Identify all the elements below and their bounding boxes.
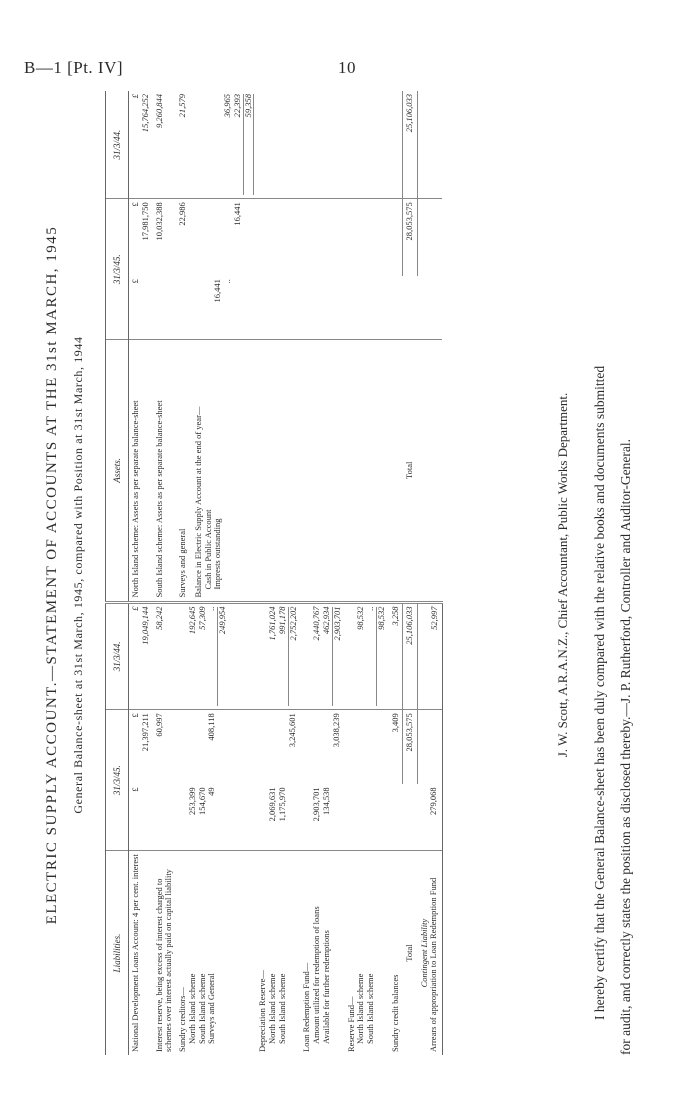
pound-sign: £ xyxy=(129,784,153,850)
loan-redemption-heading: Loan Redemption Fund— xyxy=(301,962,312,1052)
sundry-creditors-1944-item: .. xyxy=(207,607,218,707)
assets-total-1944: 25,106,033 xyxy=(403,91,418,199)
contingent-label: Arrears of appropriation to Loan Redemption Fund xyxy=(428,877,439,1052)
table-row xyxy=(300,91,344,1055)
sundry-credit-label: Sundry credit balances xyxy=(389,974,400,1052)
list-item: South Island scheme xyxy=(365,973,376,1044)
balance-1944-item: 22,393 xyxy=(233,94,244,195)
table-row xyxy=(129,91,153,1055)
table-row xyxy=(176,91,256,1055)
list-item: South Island scheme xyxy=(276,973,287,1044)
depreciation-1944-total: 2,752,202 xyxy=(287,606,298,641)
sundry-creditors-1944-item: 192,645 xyxy=(186,606,197,635)
sundry-creditors-1944-total: 249,954 xyxy=(217,606,228,635)
sundry-creditors-1945-total: 408,118 xyxy=(206,713,217,741)
liabilities-total-1945: 28,053,575 xyxy=(403,710,418,785)
statement-title: ELECTRIC SUPPLY ACCOUNT.—STATEMENT OF ACCOUNTS AT THE 31st MARCH, 1945 xyxy=(44,225,60,925)
table-row xyxy=(345,91,389,1055)
sundry-creditors-heading: Sundry creditors— xyxy=(177,987,188,1052)
loan-redemption-1944-item: 2,440,767 xyxy=(311,606,322,641)
sundry-creditors-1945-item: 253,399 xyxy=(186,787,197,815)
sundry-credit-1944: 3,258 xyxy=(389,602,403,710)
sundry-creditors-1945-item: 154,670 xyxy=(196,787,207,815)
ndla-1944: 19,049,144 xyxy=(139,606,150,645)
pound-sign: £ xyxy=(129,276,153,340)
pound-sign: £ xyxy=(130,94,140,99)
depreciation-1945-item: 1,175,970 xyxy=(276,787,287,822)
list-item: Amount utilized for redemption of loans xyxy=(311,906,322,1044)
surveys-1945: 22,986 xyxy=(177,202,188,226)
pound-sign: £ xyxy=(130,713,140,718)
depreciation-1945-item: 2,069,631 xyxy=(267,787,278,822)
north-assets-1944: 15,764,252 xyxy=(139,94,150,133)
contingent-heading: Contingent Liability xyxy=(418,918,429,988)
interest-reserve-1944: 58,242 xyxy=(153,602,177,710)
list-item: North Island scheme xyxy=(267,973,278,1044)
sundry-creditors-1945-item: 49 xyxy=(206,787,217,796)
col-liabilities-1945: 31/3/45. xyxy=(106,710,129,851)
reserve-fund-1944-item: 98,532 xyxy=(355,606,366,630)
balance-1945-item: 16,441 xyxy=(212,279,223,303)
reserve-fund-1944-total: 98,532 xyxy=(375,606,386,630)
balance-1944-item: 36,965 xyxy=(222,94,233,118)
certification-line-1: I hereby certify that the General Balance-sheet has been duly compared with the relative books and documents submitted xyxy=(592,365,607,1020)
table-row xyxy=(389,91,403,1055)
liabilities-total-label: Total xyxy=(403,944,414,962)
balance-1945-total: 16,441 xyxy=(231,202,242,226)
south-assets-label: South Island scheme: Assets as per separate balance-sheet xyxy=(153,340,177,602)
reserve-fund-heading: Reserve Fund— xyxy=(345,996,356,1052)
ndla-1945: 21,397,211 xyxy=(139,713,150,752)
sundry-creditors-1944-item: 57,309 xyxy=(196,606,207,630)
col-assets-1944: 31/3/44. xyxy=(106,91,129,199)
loan-redemption-1944-total: 2,903,701 xyxy=(331,606,342,641)
south-assets-1945: 10,032,388 xyxy=(153,202,164,241)
list-item: South Island scheme xyxy=(196,973,207,1044)
signature-line: J. W. Scott, A.R.A.N.Z., Chief Accountant, Public Works Department. xyxy=(555,392,570,758)
reserve-fund-1944-item: .. xyxy=(366,607,377,707)
col-assets: Assets. xyxy=(106,340,129,602)
page-number: 10 xyxy=(338,58,356,77)
north-assets-label: North Island scheme: Assets as per separate balance-sheet xyxy=(129,340,153,602)
liabilities-total-1944: 25,106,033 xyxy=(403,602,418,710)
depreciation-1944-item: 1,761,024 xyxy=(267,606,278,641)
rotated-statement xyxy=(40,70,670,1080)
col-liabilities-1944: 31/3/44. xyxy=(106,602,129,710)
interest-reserve-1945: 60,997 xyxy=(153,713,164,737)
pound-sign: £ xyxy=(130,606,140,611)
balance-1944-total: 59,358 xyxy=(244,94,255,195)
pound-sign: £ xyxy=(130,202,140,207)
total-row xyxy=(403,91,418,1055)
list-item: Surveys and General xyxy=(206,973,217,1044)
statement-subtitle: General Balance-sheet at 31st March, 1945, compared with Position at 31st March, 1944 xyxy=(71,336,85,814)
list-item: Cash in Public Account xyxy=(202,509,213,590)
depreciation-1945-total: 3,245,601 xyxy=(286,713,297,748)
depreciation-heading: Depreciation Reserve— xyxy=(257,970,268,1052)
sundry-credit-1945: 3,409 xyxy=(389,713,400,733)
col-liabilities: Liabilities. xyxy=(106,851,129,1055)
list-item: North Island scheme xyxy=(355,973,366,1044)
table-row xyxy=(418,91,443,1055)
contingent-1944: 52,997 xyxy=(428,606,439,630)
loan-redemption-1945-item: 2,903,701 xyxy=(311,787,322,822)
page-header-left: B—1 [Pt. IV] xyxy=(24,58,124,77)
contingent-1945: 279,068 xyxy=(428,787,439,815)
surveys-label: Surveys and general xyxy=(177,528,188,598)
north-assets-1945: 17,981,750 xyxy=(139,202,150,241)
surveys-1944: 21,579 xyxy=(177,94,188,118)
assets-total-label: Total xyxy=(403,340,418,602)
list-item: Imprests outstanding xyxy=(212,518,223,590)
balance-1945-item: .. xyxy=(222,279,233,284)
south-assets-1944: 9,260,844 xyxy=(153,91,177,199)
loan-redemption-1945-item: 134,538 xyxy=(321,787,332,815)
balance-sheet-table xyxy=(105,91,443,1055)
interest-reserve-label: Interest reserve, being excess of interest charged to schemes over interest actually paid on capital liability xyxy=(153,869,174,1052)
certification-line-2: for audit, and correctly states the position as disclosed thereby.—J. P. Rutherford, Controller and Auditor-General. xyxy=(618,439,633,1055)
assets-total-1945: 28,053,575 xyxy=(403,199,418,276)
depreciation-1944-item: 991,178 xyxy=(278,607,289,707)
list-item: North Island scheme xyxy=(186,973,197,1044)
loan-redemption-1944-item: 462,934 xyxy=(322,607,333,707)
col-assets-1945: 31/3/45. xyxy=(106,199,129,340)
ndla-label: National Development Loans Account: 4 per cent. interest xyxy=(130,854,140,1052)
balance-heading: Balance in Electric Supply Account at the end of year— xyxy=(192,406,203,598)
table-row xyxy=(153,91,177,1055)
loan-redemption-1945-total: 3,038,239 xyxy=(330,713,341,748)
table-row xyxy=(256,91,300,1055)
list-item: Available for further redemptions xyxy=(321,930,332,1044)
